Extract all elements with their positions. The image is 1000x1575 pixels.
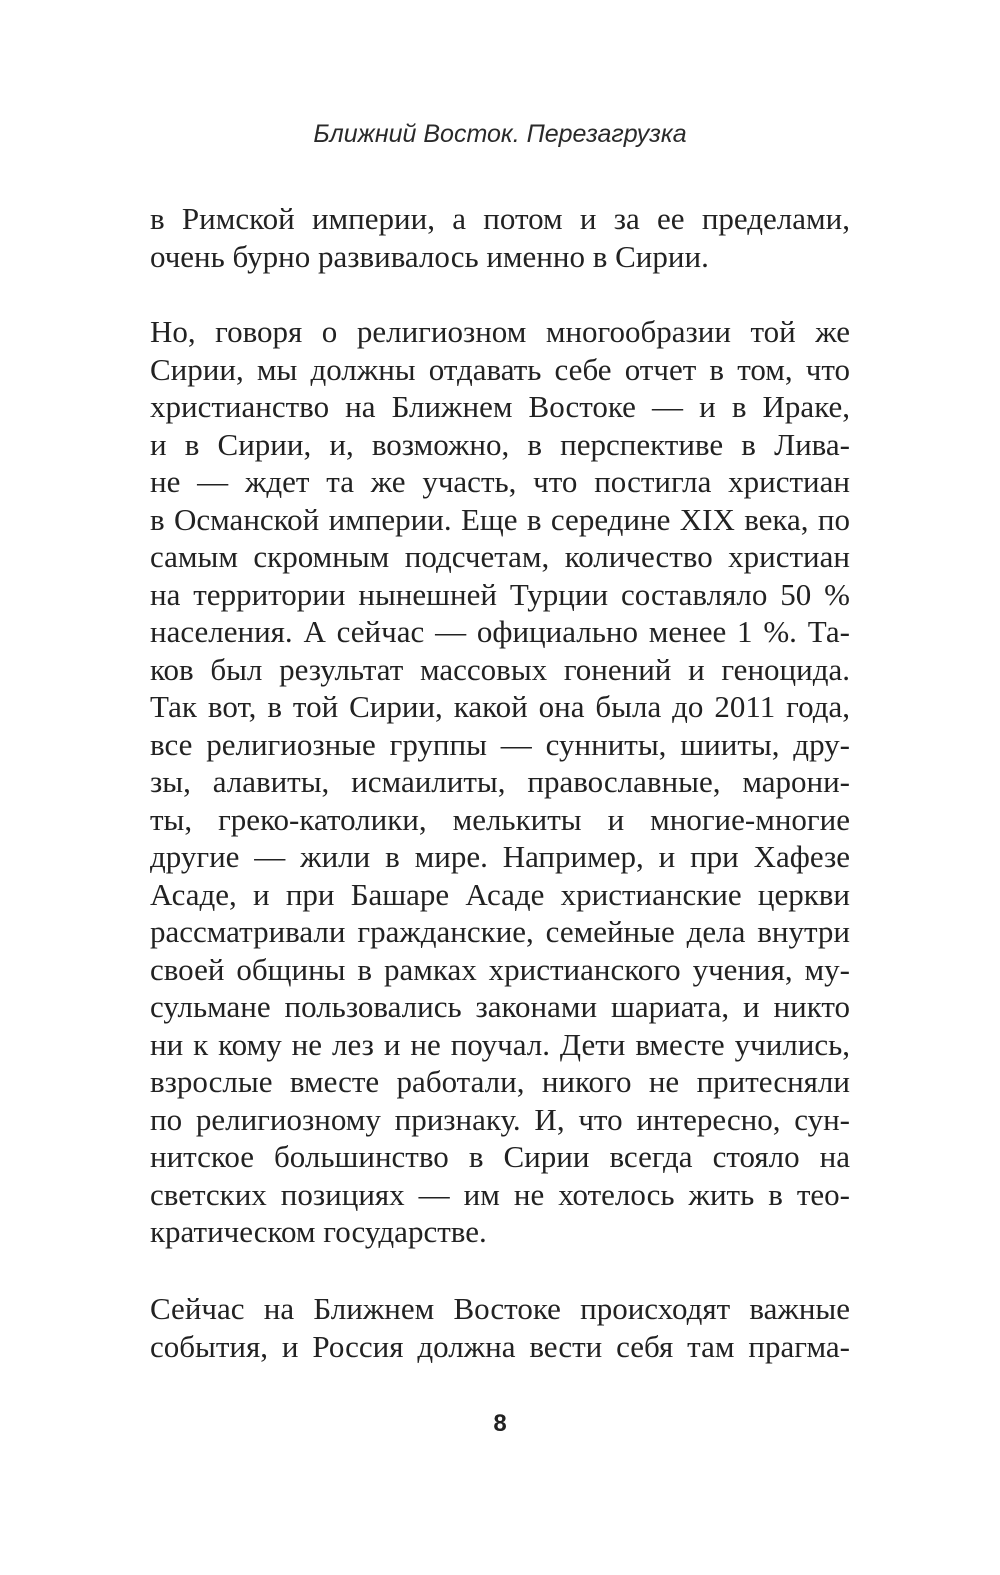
text-line: христианство на Ближнем Востоке — и в Ираке,	[150, 389, 850, 424]
text-line: населения. А сейчас — официально менее 1 %. Та-	[150, 614, 850, 649]
text-line: не — ждет та же участь, что постигла христиан	[150, 464, 850, 499]
text-line: в Османской империи. Еще в середине XIX века, по	[150, 501, 850, 537]
text-line: и в Сирии, и, возможно, в перспективе в Лива-	[150, 426, 850, 462]
text-line: в Римской империи, а потом и за ее пределами,	[150, 201, 850, 236]
text-line: сульмане пользовались законами шариата, и никто	[150, 989, 850, 1024]
running-header: Ближний Восток. Перезагрузка	[313, 120, 687, 148]
text-line: на территории нынешней Турции составляло 50 %	[150, 576, 850, 612]
text-line: светских позициях — им не хотелось жить в тео-	[150, 1176, 850, 1212]
text-line: ков был результат массовых гонений и геноцида.	[150, 651, 850, 687]
text-line: Асаде, и при Башаре Асаде христианские церкви	[150, 876, 850, 912]
text-line: нитское большинство в Сирии всегда стояло на	[150, 1139, 850, 1174]
paragraph-2	[150, 313, 850, 1251]
text-line: Но, говоря о религиозном многообразии той же	[150, 314, 850, 349]
page-number: 8	[493, 1410, 507, 1437]
text-line: Так вот, в той Сирии, какой она была до 2011 года,	[150, 689, 850, 724]
paragraph-1	[150, 200, 850, 275]
text-line: рассматривали гражданские, семейные дела внутри	[150, 914, 850, 949]
text-line: все религиозные группы — сунниты, шииты, дру-	[150, 726, 850, 762]
paragraph-3	[150, 1290, 850, 1365]
text-line: ни к кому не лез и не поучал. Дети вместе учились,	[150, 1026, 850, 1062]
text-line: самым скромным подсчетам, количество христиан	[150, 539, 850, 574]
text-line: Сирии, мы должны отдавать себе отчет в том, что	[150, 351, 850, 387]
text-line: ты, греко-католики, мелькиты и многие-многие	[150, 801, 850, 837]
text-line: Сейчас на Ближнем Востоке происходят важные	[150, 1291, 850, 1326]
text-line: взрослые вместе работали, никого не притесняли	[150, 1064, 850, 1099]
text-line: по религиозному признаку. И, что интересно, сун-	[150, 1101, 850, 1137]
text-line: другие — жили в мире. Например, и при Хафезе	[150, 839, 850, 874]
text-line: события, и Россия должна вести себя там прагма-	[150, 1328, 850, 1364]
text-line: кратическом государстве.	[150, 1214, 487, 1249]
text-line: своей общины в рамках христианского учения, му-	[150, 951, 850, 987]
text-line: зы, алавиты, исмаилиты, православные, марони-	[150, 764, 850, 799]
text-line: очень бурно развивалось именно в Сирии.	[150, 238, 709, 274]
